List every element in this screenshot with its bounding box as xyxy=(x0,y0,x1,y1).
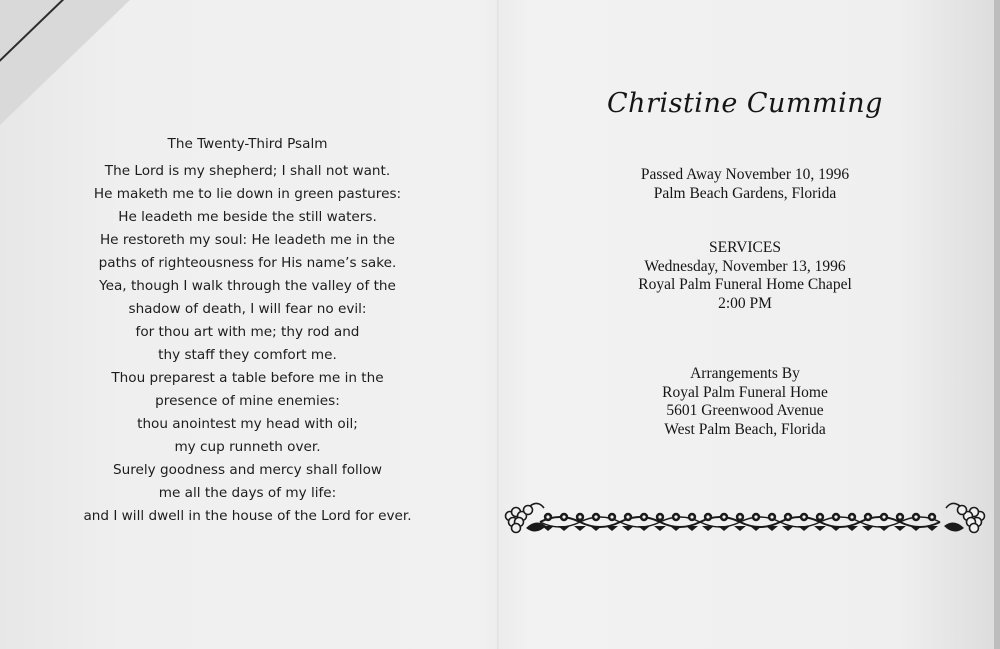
psalm-line: presence of mine enemies: xyxy=(155,393,340,409)
psalm-line: paths of righteousness for His name’s sake. xyxy=(98,255,397,271)
deceased-name: Christine Cumming xyxy=(607,88,883,119)
service-info-panel xyxy=(600,80,890,439)
passed-away-block xyxy=(600,166,890,203)
psalm-text xyxy=(70,160,425,528)
psalm-line: He maketh me to lie down in green pastures: xyxy=(93,186,402,202)
arrangements-heading: Arrangements By xyxy=(690,365,800,382)
funeral-home-name: Royal Palm Funeral Home xyxy=(662,383,828,401)
center-fold xyxy=(497,0,499,649)
psalm-line: shadow of death, I will fear no evil: xyxy=(128,301,367,317)
floral-vine-border-icon xyxy=(500,498,990,546)
psalm-line: He restoreth my soul: He leadeth me in the xyxy=(99,232,396,248)
funeral-home-city: West Palm Beach, Florida xyxy=(664,420,826,438)
card-edge-shadow xyxy=(994,0,1000,649)
psalm-line: He leadeth me beside the still waters. xyxy=(118,209,377,225)
psalm-line: Surely goodness and mercy shall follow xyxy=(112,462,383,478)
services-heading: SERVICES xyxy=(709,239,781,256)
passed-away-place: Palm Beach Gardens, Florida xyxy=(653,184,837,202)
psalm-line: my cup runneth over. xyxy=(174,439,321,455)
arrangements-block xyxy=(600,365,890,439)
psalm-line: for thou art with me; thy rod and xyxy=(135,324,360,340)
psalm-line: Yea, though I walk through the valley of the xyxy=(99,278,396,294)
psalm-line: and I will dwell in the house of the Lord for ever. xyxy=(83,508,412,524)
services-place: Royal Palm Funeral Home Chapel xyxy=(638,276,852,293)
psalm-line: The Lord is my shepherd; I shall not want. xyxy=(104,163,391,179)
folded-corner xyxy=(0,0,130,125)
psalm-line: thy staff they comfort me. xyxy=(158,347,337,363)
psalm-line: thou anointest my head with oil; xyxy=(137,416,358,432)
funeral-home-address: 5601 Greenwood Avenue xyxy=(666,402,824,419)
services-time: 2:00 PM xyxy=(718,294,772,312)
psalm-line: Thou preparest a table before me in the xyxy=(111,370,384,386)
psalm-title: The Twenty-Third Psalm xyxy=(167,136,328,152)
psalm-panel xyxy=(70,132,425,528)
passed-away-date: Passed Away November 10, 1996 xyxy=(640,166,850,183)
services-date: Wednesday, November 13, 1996 xyxy=(644,257,846,275)
services-block xyxy=(600,239,890,313)
psalm-line: me all the days of my life: xyxy=(158,485,337,501)
